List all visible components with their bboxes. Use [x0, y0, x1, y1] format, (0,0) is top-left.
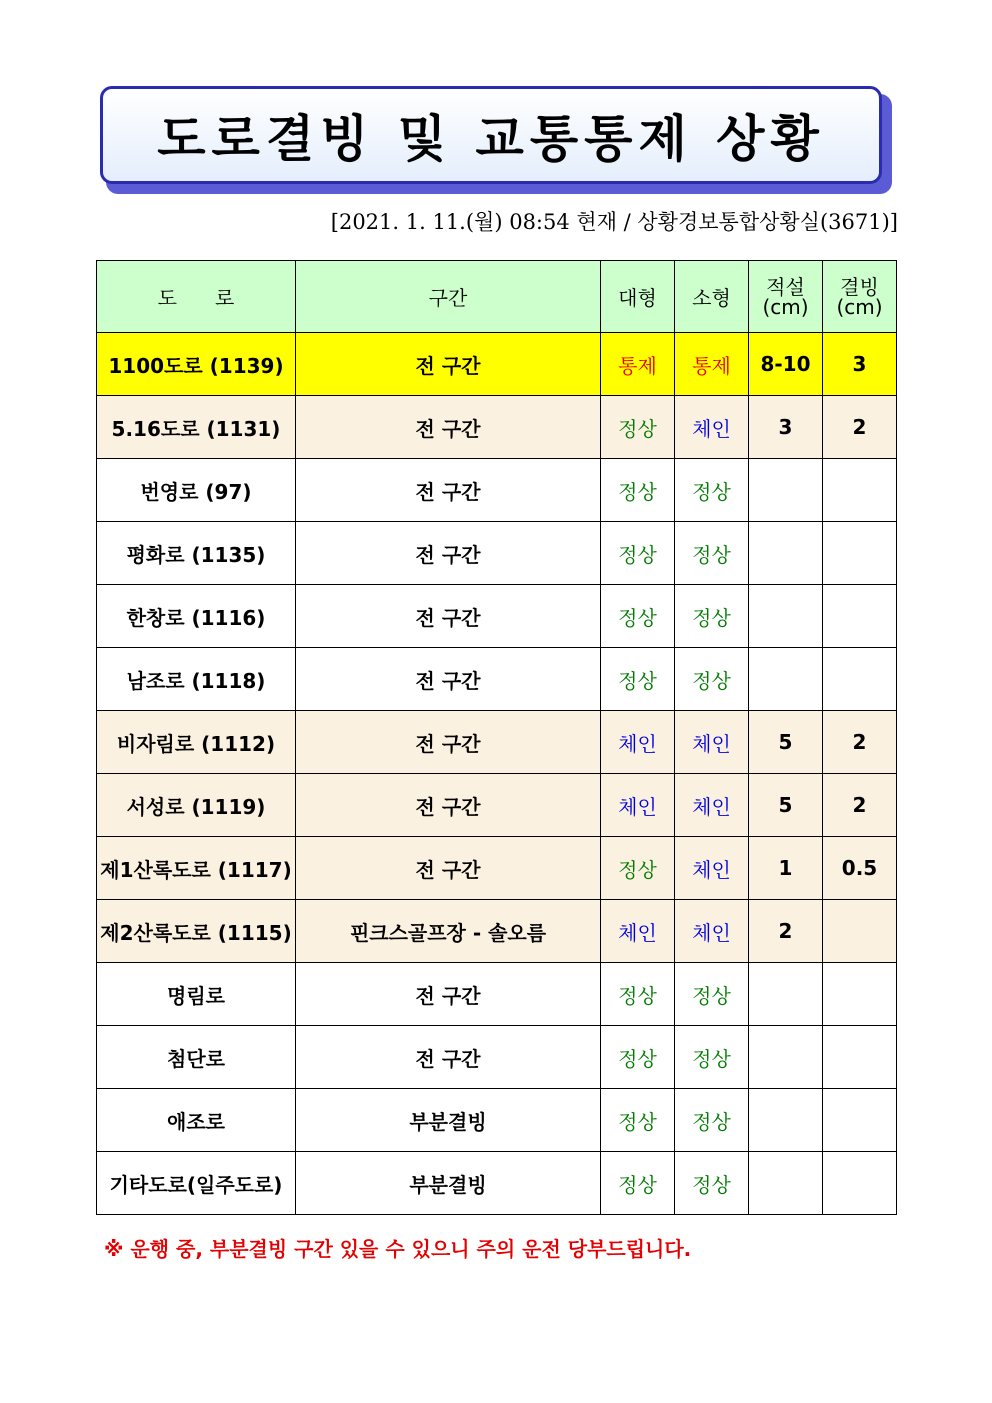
- table-row: [97, 1026, 897, 1089]
- ice-depth-cell: [823, 1089, 897, 1152]
- table-row: [97, 963, 897, 1026]
- report-timestamp: [2021. 1. 11.(월) 08:54 현재 / 상황경보통합상황실(3671)]: [330, 210, 898, 234]
- road-name-cell: 평화로 (1135): [97, 522, 296, 585]
- section-cell: 전 구간: [296, 711, 601, 774]
- ice-depth-cell: 0.5: [823, 837, 897, 900]
- table-header-row: [97, 261, 897, 333]
- large-vehicle-status-cell: 체인: [601, 900, 675, 963]
- ice-depth-cell: 2: [823, 774, 897, 837]
- road-name-cell: 5.16도로 (1131): [97, 396, 296, 459]
- snow-depth-cell: [749, 459, 823, 522]
- header-road: 도 로: [97, 261, 296, 333]
- header-ice-label: 결빙: [840, 274, 879, 299]
- section-cell: 전 구간: [296, 963, 601, 1026]
- small-vehicle-status-cell: 체인: [675, 774, 749, 837]
- snow-depth-cell: 5: [749, 774, 823, 837]
- section-cell: 핀크스골프장 - 솔오름: [296, 900, 601, 963]
- header-ice: [823, 261, 897, 333]
- page-title: 도로결빙 및 교통통제 상황: [157, 110, 825, 168]
- header-snow-unit: (cm): [762, 294, 809, 319]
- road-name-cell: 비자림로 (1112): [97, 711, 296, 774]
- ice-depth-cell: [823, 1026, 897, 1089]
- table-row: [97, 585, 897, 648]
- road-name-cell: 명림로: [97, 963, 296, 1026]
- header-snow-label: 적설: [766, 274, 805, 299]
- large-vehicle-status-cell: 통제: [601, 333, 675, 396]
- snow-depth-cell: 2: [749, 900, 823, 963]
- ice-depth-cell: 2: [823, 711, 897, 774]
- section-cell: 전 구간: [296, 774, 601, 837]
- section-cell: 부분결빙: [296, 1089, 601, 1152]
- snow-depth-cell: 1: [749, 837, 823, 900]
- large-vehicle-status-cell: 정상: [601, 459, 675, 522]
- road-name-cell: 남조로 (1118): [97, 648, 296, 711]
- header-section: 구간: [296, 261, 601, 333]
- road-name-cell: 번영로 (97): [97, 459, 296, 522]
- small-vehicle-status-cell: 정상: [675, 963, 749, 1026]
- ice-depth-cell: 2: [823, 396, 897, 459]
- large-vehicle-status-cell: 정상: [601, 1089, 675, 1152]
- ice-depth-cell: [823, 1152, 897, 1215]
- road-name-cell: 제2산록도로 (1115): [97, 900, 296, 963]
- large-vehicle-status-cell: 체인: [601, 711, 675, 774]
- road-name-cell: 첨단로: [97, 1026, 296, 1089]
- title-banner: [100, 86, 882, 184]
- ice-depth-cell: [823, 648, 897, 711]
- road-name-cell: 1100도로 (1139): [97, 333, 296, 396]
- header-snow: [749, 261, 823, 333]
- section-cell: 전 구간: [296, 333, 601, 396]
- table-row: [97, 774, 897, 837]
- road-name-cell: 제1산록도로 (1117): [97, 837, 296, 900]
- large-vehicle-status-cell: 정상: [601, 585, 675, 648]
- section-cell: 전 구간: [296, 837, 601, 900]
- large-vehicle-status-cell: 정상: [601, 648, 675, 711]
- table-row: [97, 900, 897, 963]
- snow-depth-cell: 3: [749, 396, 823, 459]
- snow-depth-cell: [749, 963, 823, 1026]
- section-cell: 부분결빙: [296, 1152, 601, 1215]
- road-name-cell: 기타도로(일주도로): [97, 1152, 296, 1215]
- small-vehicle-status-cell: 체인: [675, 711, 749, 774]
- section-cell: 전 구간: [296, 585, 601, 648]
- small-vehicle-status-cell: 정상: [675, 1026, 749, 1089]
- large-vehicle-status-cell: 정상: [601, 837, 675, 900]
- table-row: [97, 459, 897, 522]
- large-vehicle-status-cell: 정상: [601, 963, 675, 1026]
- large-vehicle-status-cell: 정상: [601, 522, 675, 585]
- ice-depth-cell: [823, 963, 897, 1026]
- small-vehicle-status-cell: 체인: [675, 396, 749, 459]
- header-ice-unit: (cm): [836, 294, 883, 319]
- large-vehicle-status-cell: 정상: [601, 1026, 675, 1089]
- large-vehicle-status-cell: 정상: [601, 396, 675, 459]
- small-vehicle-status-cell: 정상: [675, 585, 749, 648]
- snow-depth-cell: 8-10: [749, 333, 823, 396]
- table-row: [97, 837, 897, 900]
- section-cell: 전 구간: [296, 1026, 601, 1089]
- snow-depth-cell: [749, 1026, 823, 1089]
- snow-depth-cell: [749, 1152, 823, 1215]
- small-vehicle-status-cell: 정상: [675, 648, 749, 711]
- road-name-cell: 애조로: [97, 1089, 296, 1152]
- section-cell: 전 구간: [296, 396, 601, 459]
- table-row: [97, 333, 897, 396]
- ice-depth-cell: [823, 522, 897, 585]
- header-large: 대형: [601, 261, 675, 333]
- table-row: [97, 1089, 897, 1152]
- road-name-cell: 서성로 (1119): [97, 774, 296, 837]
- snow-depth-cell: [749, 1089, 823, 1152]
- small-vehicle-status-cell: 통제: [675, 333, 749, 396]
- ice-depth-cell: 3: [823, 333, 897, 396]
- small-vehicle-status-cell: 체인: [675, 900, 749, 963]
- table-row: [97, 1152, 897, 1215]
- small-vehicle-status-cell: 체인: [675, 837, 749, 900]
- snow-depth-cell: [749, 522, 823, 585]
- section-cell: 전 구간: [296, 522, 601, 585]
- section-cell: 전 구간: [296, 459, 601, 522]
- snow-depth-cell: [749, 648, 823, 711]
- snow-depth-cell: [749, 585, 823, 648]
- road-name-cell: 한창로 (1116): [97, 585, 296, 648]
- small-vehicle-status-cell: 정상: [675, 522, 749, 585]
- small-vehicle-status-cell: 정상: [675, 459, 749, 522]
- table-row: [97, 396, 897, 459]
- ice-depth-cell: [823, 900, 897, 963]
- snow-depth-cell: 5: [749, 711, 823, 774]
- table-row: [97, 711, 897, 774]
- ice-depth-cell: [823, 585, 897, 648]
- table-row: [97, 522, 897, 585]
- section-cell: 전 구간: [296, 648, 601, 711]
- large-vehicle-status-cell: 정상: [601, 1152, 675, 1215]
- large-vehicle-status-cell: 체인: [601, 774, 675, 837]
- ice-depth-cell: [823, 459, 897, 522]
- table-row: [97, 648, 897, 711]
- header-small: 소형: [675, 261, 749, 333]
- caution-notice: ※ 운행 중, 부분결빙 구간 있을 수 있으니 주의 운전 당부드립니다.: [104, 1237, 692, 1261]
- road-status-table: [96, 260, 897, 1215]
- small-vehicle-status-cell: 정상: [675, 1152, 749, 1215]
- small-vehicle-status-cell: 정상: [675, 1089, 749, 1152]
